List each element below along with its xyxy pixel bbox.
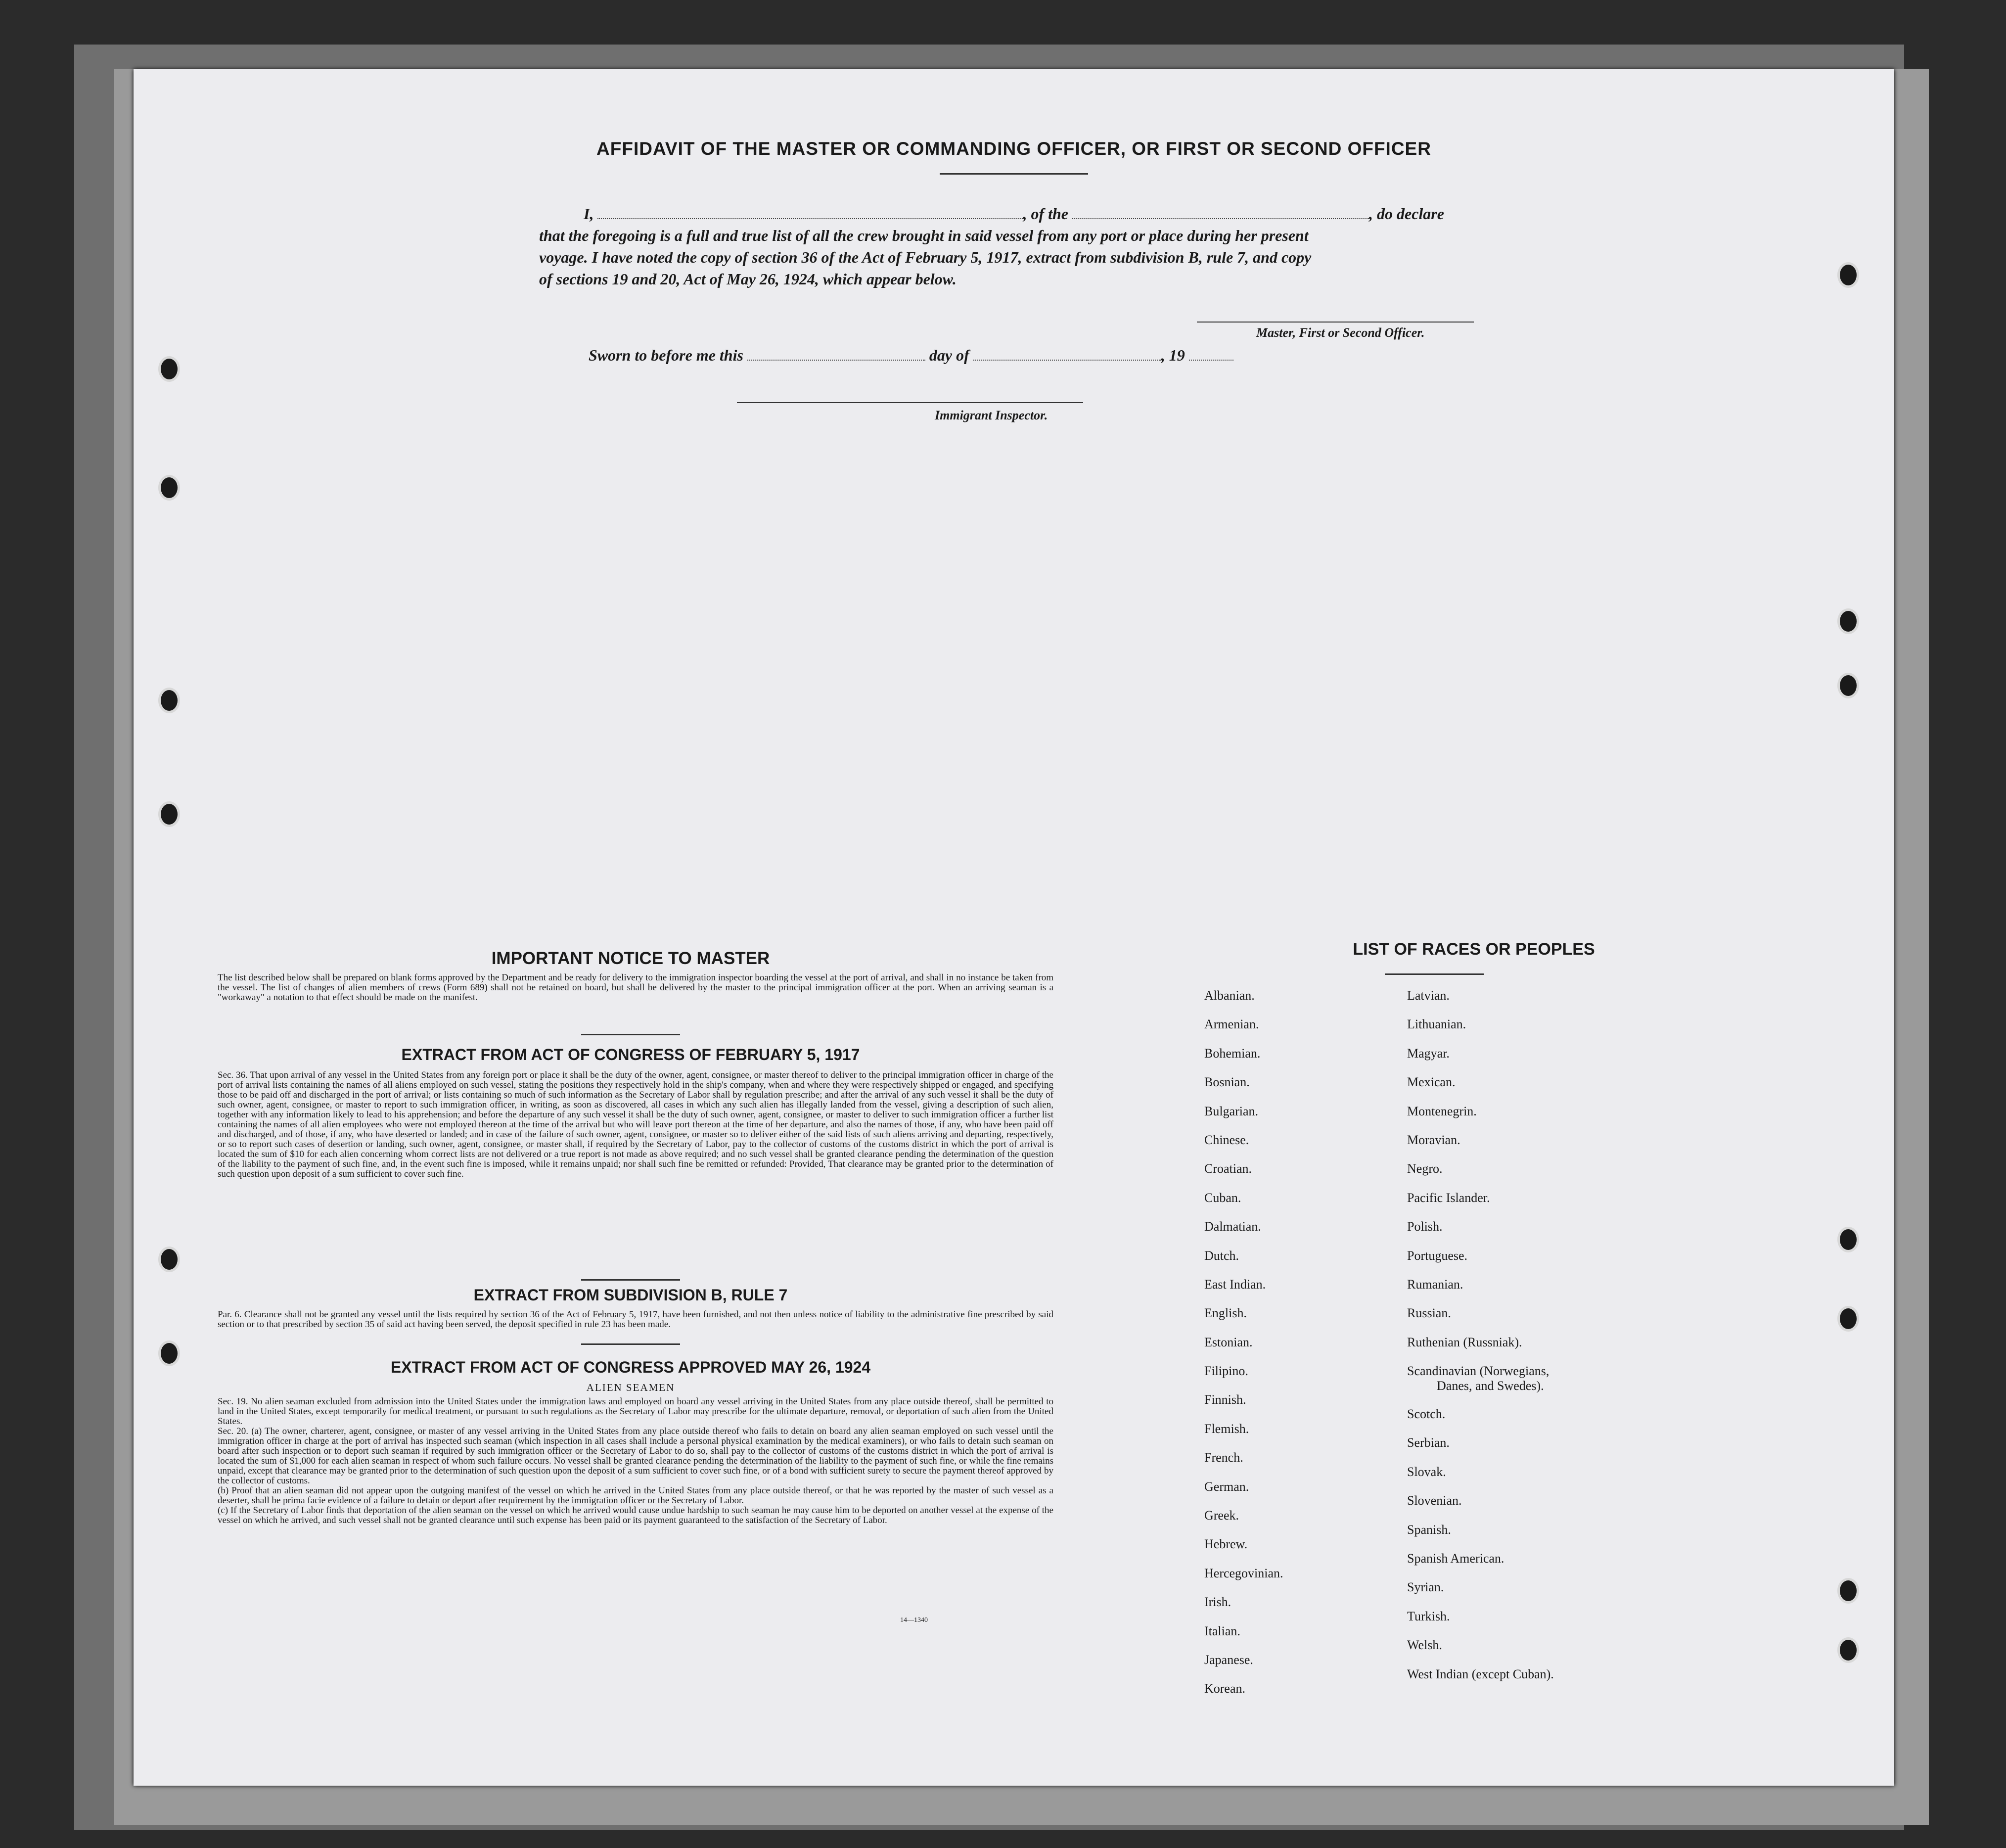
binder-hole <box>1837 1578 1859 1604</box>
divider <box>940 173 1088 175</box>
year-label: , 19 <box>1161 346 1185 364</box>
race-item: Montenegrin. <box>1407 1104 1477 1118</box>
race-item: Japanese. <box>1204 1652 1253 1667</box>
extract-1924-subtitle: ALIEN SEAMEN <box>586 1382 675 1393</box>
sworn-month-blank[interactable] <box>973 347 1161 361</box>
race-item: West Indian (except Cuban). <box>1407 1666 1554 1681</box>
race-item: Polish. <box>1407 1219 1443 1234</box>
extract-rule7-title: EXTRACT FROM SUBDIVISION B, RULE 7 <box>473 1286 788 1304</box>
race-item: Slovenian. <box>1407 1493 1462 1508</box>
race-item: English. <box>1204 1306 1247 1321</box>
divider <box>581 1279 680 1281</box>
race-item: Armenian. <box>1204 1017 1259 1032</box>
race-item: Turkish. <box>1407 1609 1450 1623</box>
binder-hole <box>1837 1227 1859 1252</box>
sworn-line <box>589 344 1429 366</box>
race-item: Cuban. <box>1204 1190 1241 1205</box>
extract-1924-title: EXTRACT FROM ACT OF CONGRESS APPROVED MAY 26, 1924 <box>390 1358 871 1376</box>
race-item: Filipino. <box>1204 1364 1248 1379</box>
race-item: Danes, and Swedes). <box>1437 1379 1544 1393</box>
sworn-day-blank[interactable] <box>747 347 925 361</box>
race-item: Korean. <box>1204 1681 1246 1696</box>
name-blank[interactable] <box>597 205 1023 219</box>
race-item: Dutch. <box>1204 1248 1239 1263</box>
race-item: Russian. <box>1407 1306 1451 1321</box>
race-item: Syrian. <box>1407 1580 1444 1595</box>
inspector-caption: Immigrant Inspector. <box>935 408 1048 422</box>
affidavit-line-1 <box>539 203 1578 225</box>
race-item: Serbian. <box>1407 1435 1450 1450</box>
race-item: Bulgarian. <box>1204 1104 1259 1118</box>
race-item: Hebrew. <box>1204 1537 1248 1552</box>
extract-1917-title: EXTRACT FROM ACT OF CONGRESS OF FEBRUARY 5, 1917 <box>401 1046 860 1063</box>
race-item: Latvian. <box>1407 988 1450 1003</box>
affidavit-do-declare: , do declare <box>1369 205 1444 223</box>
sworn-label: Sworn to before me this <box>589 346 743 364</box>
divider <box>581 1343 680 1345</box>
races-right-column <box>1407 988 1753 1696</box>
race-item: Croatian. <box>1204 1161 1252 1176</box>
master-caption: Master, First or Second Officer. <box>1256 325 1425 340</box>
extract-1924-body <box>218 1397 1053 1525</box>
race-item: Ruthenian (Russniak). <box>1407 1335 1522 1349</box>
binder-hole <box>158 1340 180 1366</box>
race-item: Magyar. <box>1407 1046 1450 1061</box>
race-item: German. <box>1204 1479 1249 1494</box>
binder-hole <box>158 1247 180 1272</box>
race-item: Portuguese. <box>1407 1248 1468 1263</box>
race-item: Welsh. <box>1407 1638 1442 1653</box>
binder-hole <box>1837 608 1859 634</box>
extract-rule7-body: Par. 6. Clearance shall not be granted any vessel until the lists required by section 36 of the Act of February 5, 1917, have been furnished, and not then unless notice of liability to the administrative fine prescribed by said section or to that prescribed by section 35 of said act having been served, the deposit specified in rule 23 has been made. <box>218 1309 1053 1330</box>
binder-hole <box>158 801 180 827</box>
section-20a: Sec. 20. (a) The owner, charterer, agent, consignee, or master of any vessel arriving in the United States from any place outside thereof who fails to detain on board any alien seaman employed on such vessel until the immigration officer in charge at the port of arrival has inspected such seaman (which inspection in all cases shall include a personal physical examination by the medical examiners), or who fails to detain such seaman on board after such inspection or to deport such seaman if required by such immigration officer or the Secretary of Labor to do so, shall pay to the collector of customs of the customs district in which the port of arrival is located the sum of $1,000 for each alien seaman in respect of whom such failure occurs. No vessel shall be granted clearance pending the determination of the liability to the payment of such fine, or while the fine remains unpaid, except that clearance may be granted prior to the determination of such question upon the deposit of a sum sufficient to cover such fine, or of a bond with sufficient surety to secure the payment thereof approved by the collector of customs. <box>218 1426 1053 1486</box>
race-item: Chinese. <box>1204 1132 1249 1147</box>
race-item: Scandinavian (Norwegians, <box>1407 1364 1550 1379</box>
race-item: East Indian. <box>1204 1277 1266 1292</box>
affidavit-line-4: of sections 19 and 20, Act of May 26, 1924, which appear below. <box>539 270 957 288</box>
binder-hole <box>1837 262 1859 288</box>
affidavit-i: I, <box>584 205 594 223</box>
race-item: Negro. <box>1407 1161 1443 1176</box>
race-item: French. <box>1204 1450 1243 1465</box>
section-20b: (b) Proof that an alien seaman did not appear upon the outgoing manifest of the vessel on which he arrived in the United States from any place outside thereof, or that he was reported by the master of such vessel as a deserter, shall be prima facie evidence of a failure to detain or deport after requirement by the immigration officer or the Secretary of Labor. <box>218 1485 1053 1506</box>
section-20c: (c) If the Secretary of Labor finds that deportation of the alien seaman on the vessel on which he arrived would cause undue hardship to such seaman he may cause him to be deported on another vessel at the expense of the vessel on which he arrived, and such vessel shall not be granted clearance until such expense has been paid or its payment guaranteed to the satisfaction of the Secretary of Labor. <box>218 1505 1053 1525</box>
notice-title: IMPORTANT NOTICE TO MASTER <box>491 949 770 968</box>
vessel-blank[interactable] <box>1072 205 1369 219</box>
document-page <box>134 69 1894 1786</box>
affidavit-of-the: , of the <box>1023 205 1068 223</box>
race-item: Dalmatian. <box>1204 1219 1261 1234</box>
race-item: Bohemian. <box>1204 1046 1261 1061</box>
binder-hole <box>158 475 180 501</box>
race-item: Pacific Islander. <box>1407 1190 1490 1205</box>
divider <box>581 1034 680 1035</box>
races-title: LIST OF RACES OR PEOPLES <box>1353 940 1595 959</box>
race-item: Lithuanian. <box>1407 1017 1466 1032</box>
race-item: Irish. <box>1204 1595 1231 1610</box>
race-item: Estonian. <box>1204 1335 1253 1349</box>
notice-body: The list described below shall be prepared on blank forms approved by the Department and be ready for delivery to the immigration inspector boarding the vessel at the port of arrival, and shall in no instance be taken from the vessel. The list of changes of alien members of crews (Form 689) shall not be retained on board, but shall be delivered by the master to the principal immigration officer at the port. When an arriving seaman is a "workaway" a notation to that effect should be made on the manifest. <box>218 972 1053 1003</box>
race-item: Finnish. <box>1204 1392 1246 1407</box>
binder-hole <box>1837 673 1859 698</box>
binder-hole <box>1837 1637 1859 1663</box>
affidavit-body <box>539 203 1578 290</box>
race-item: Italian. <box>1204 1623 1240 1638</box>
race-item: Greek. <box>1204 1508 1239 1523</box>
affidavit-line-2: that the foregoing is a full and true list of all the crew brought in said vessel from any port or place during her present <box>539 227 1309 244</box>
form-number: 14—1340 <box>900 1617 928 1624</box>
binder-hole <box>158 356 180 382</box>
binder-hole <box>1837 1306 1859 1332</box>
master-signature-line[interactable] <box>1197 322 1474 323</box>
divider <box>1385 973 1484 975</box>
race-item: Moravian. <box>1407 1132 1460 1147</box>
race-item: Albanian. <box>1204 988 1255 1003</box>
race-item: Slovak. <box>1407 1464 1446 1479</box>
sworn-year-blank[interactable] <box>1189 347 1233 361</box>
affidavit-line-3: voyage. I have noted the copy of section 36 of the Act of February 5, 1917, extract from subdivision B, rule 7, and copy <box>539 248 1312 266</box>
race-item: Scotch. <box>1407 1407 1446 1422</box>
race-item: Spanish. <box>1407 1522 1451 1537</box>
section-19: Sec. 19. No alien seaman excluded from admission into the United States under the immigration laws and employed on board any vessel arriving in the United States from any place outside thereof, shall be permitted to land in the United States, except temporarily for medical treatment, or pursuant to such regulations as the Secretary of Labor may prescribe for the ultimate departure, removal, or deportation of such alien from the United States. <box>218 1396 1053 1427</box>
day-of-label: day of <box>929 346 969 364</box>
races-left-column <box>1204 988 1442 1710</box>
extract-1917-body: Sec. 36. That upon arrival of any vessel in the United States from any foreign port or place it shall be the duty of the owner, agent, consignee, or master thereof to deliver to the principal immigration officer in charge of the port of arrival lists containing the names of all aliens employed on such vessel, stating the positions they respectively hold in the ship's company, when and where they were respectively shipped or engaged, and specifying those to be paid off and discharged in the port of arrival; or lists containing so much of such information as the Secretary of Labor shall by regulation prescribe; and after the arrival of any such vessel it shall be the duty of such owner, agent, consignee, or master to report to such immigration officer, in writing, as soon as discovered, all cases in which any such alien has illegally landed from the vessel, giving a description of such alien, together with any information likely to lead to his apprehension; and before the departure of any such vessel it shall be the duty of such owner, agent, consignee, or master to deliver to such immigration officer a further list containing the names of all alien employees who were not employed thereon at the time of the arrival but who will leave port thereon at the time of her departure, and also the names of those, if any, who have been paid off and discharged, and of those, if any, who have deserted or landed; and in case of the failure of such owner, agent, consignee, or master so to deliver either of the said lists of such aliens arriving and departing, respectively, or so to report such cases of desertion or landing, such owner, agent, consignee, or master shall, if required by the Secretary of Labor, pay to the collector of customs of the customs district in which the port of arrival is located the sum of $10 for each alien concerning whom correct lists are not delivered or a true report is not made as above required; and no such vessel shall be granted clearance pending the determination of the question of the liability to the payment of such fine, and, in the event such fine is imposed, while it remains unpaid; nor shall such fine be remitted or refunded: Provided, That clearance may be granted prior to the determination of such question upon deposit of a sum sufficient to cover such fine. <box>218 1070 1053 1179</box>
inspector-signature-line[interactable] <box>737 402 1083 403</box>
race-item: Hercegovinian. <box>1204 1566 1283 1580</box>
race-item: Bosnian. <box>1204 1075 1250 1090</box>
binder-hole <box>158 688 180 713</box>
affidavit-title: AFFIDAVIT OF THE MASTER OR COMMANDING OFFICER, OR FIRST OR SECOND OFFICER <box>596 139 1431 159</box>
race-item: Flemish. <box>1204 1421 1249 1436</box>
race-item: Mexican. <box>1407 1075 1456 1090</box>
race-item: Rumanian. <box>1407 1277 1463 1292</box>
race-item: Spanish American. <box>1407 1551 1504 1566</box>
